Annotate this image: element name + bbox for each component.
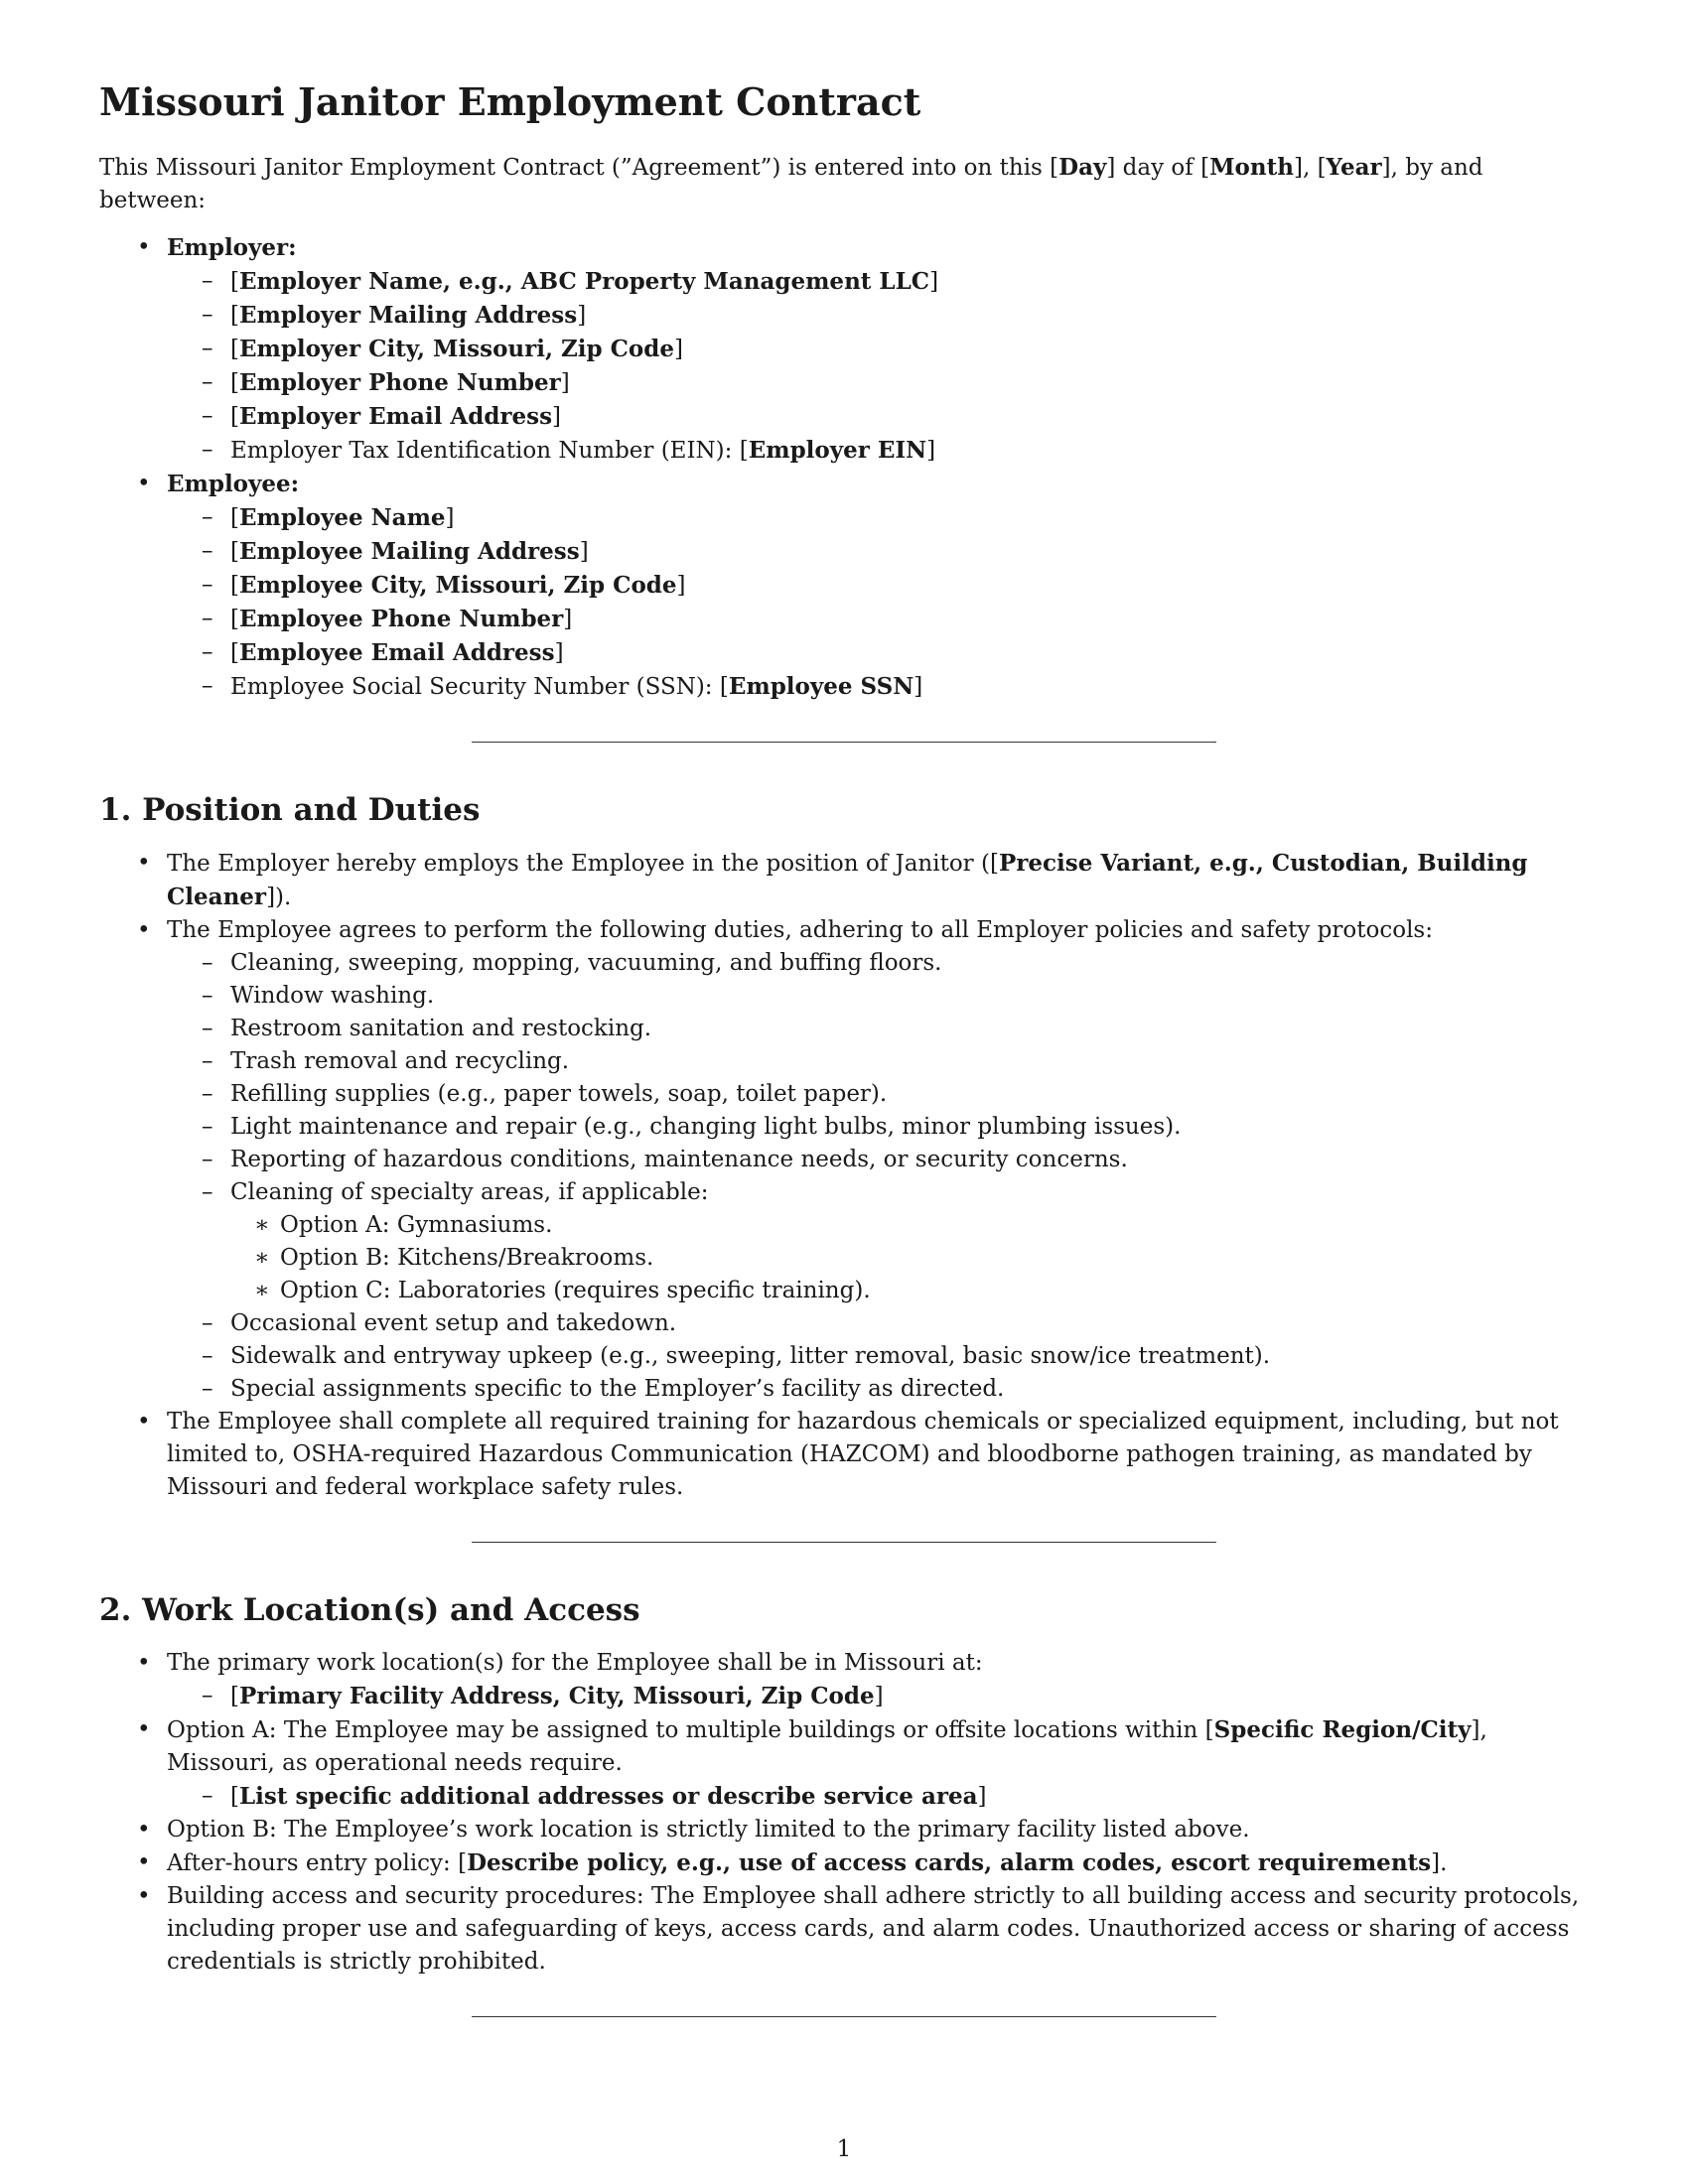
employee-details xyxy=(99,501,1589,704)
list-item: – [Employee Mailing Address] xyxy=(167,535,1589,569)
employer-city-placeholder: Employer City, Missouri, Zip Code xyxy=(238,335,674,362)
employer-mailing-placeholder: Employer Mailing Address xyxy=(238,301,578,329)
duty-item: – Occasional event setup and takedown. xyxy=(167,1307,1589,1340)
list-item: – [Employer Mailing Address] xyxy=(167,299,1589,333)
parties-list xyxy=(99,231,1589,704)
section-heading: 2. Work Location(s) and Access xyxy=(99,1591,640,1628)
ein-label: Employer Tax Identification Number (EIN): xyxy=(230,437,740,464)
duties-section-list xyxy=(99,847,1589,1504)
variant-placeholder: Precise Variant, e.g., Custodian, Building Cleaner xyxy=(167,849,1528,910)
duty-item: – Trash removal and recycling. xyxy=(167,1045,1589,1078)
location-section-list xyxy=(99,1647,1589,1979)
horizontal-divider xyxy=(472,742,1216,743)
list-item: • Building access and security procedures: The Employee shall adhere strictly to all building access and security protocols, including proper use and safeguarding of keys, access cards, and alarm codes. Unauthorized access or sharing of access credentials is strictly prohibited. xyxy=(99,1880,1589,1979)
employee-city-placeholder: Employee City, Missouri, Zip Code xyxy=(238,571,677,599)
document-title: Missouri Janitor Employment Contract xyxy=(99,79,921,124)
service-area-placeholder: List specific additional addresses or describe service area xyxy=(238,1782,978,1810)
policy-placeholder: Describe policy, e.g., use of access cards, alarm codes, escort requirements xyxy=(467,1848,1432,1876)
employee-label: Employee: xyxy=(167,470,300,497)
option-item: ∗ Option C: Laboratories (requires specific training). xyxy=(230,1275,1589,1307)
employee-email-placeholder: Employee Email Address xyxy=(238,638,555,666)
paragraph-text: The primary work location(s) for the Employee shall be in Missouri at: xyxy=(167,1649,983,1676)
day-placeholder: Day xyxy=(1058,153,1107,181)
employee-ssn-placeholder: Employee SSN xyxy=(728,672,914,700)
facility-address-placeholder: Primary Facility Address, City, Missouri, Zip Code xyxy=(238,1682,875,1709)
employer-ein-placeholder: Employer EIN xyxy=(748,436,927,464)
duty-item: – Light maintenance and repair (e.g., changing light bulbs, minor plumbing issues). xyxy=(167,1111,1589,1144)
list-item: • The Employer hereby employs the Employee in the position of Janitor ([Precise Variant, e.g., Custodian, Building Cleaner]). xyxy=(99,847,1589,914)
year-placeholder: Year xyxy=(1326,153,1382,181)
sub-list xyxy=(99,1780,1589,1814)
paragraph-text: The Employee agrees to perform the following duties, adhering to all Employer policies and safety protocols: xyxy=(167,916,1433,943)
list-item xyxy=(99,914,1589,1406)
duty-item: – Sidewalk and entryway upkeep (e.g., sweeping, litter removal, basic snow/ice treatment). xyxy=(167,1340,1589,1373)
employer-label: Employer: xyxy=(167,233,297,261)
employer-phone-placeholder: Employer Phone Number xyxy=(238,368,561,396)
duty-item xyxy=(167,1176,1589,1307)
employee-item xyxy=(99,468,1589,704)
list-item: – Employer Tax Identification Number (EIN): [Employer EIN] xyxy=(167,434,1589,468)
list-item: • After-hours entry policy: [Describe policy, e.g., use of access cards, alarm codes, escort requirements]. xyxy=(99,1846,1589,1880)
paragraph-text: The Employer hereby employs the Employee in the position of Janitor ( xyxy=(167,850,990,877)
duty-item: – Window washing. xyxy=(167,980,1589,1013)
duty-item: – Refilling supplies (e.g., paper towels, soap, toilet paper). xyxy=(167,1078,1589,1111)
employee-mailing-placeholder: Employee Mailing Address xyxy=(238,537,580,565)
duty-item: – Reporting of hazardous conditions, maintenance needs, or security concerns. xyxy=(167,1144,1589,1176)
section-heading: 1. Position and Duties xyxy=(99,791,481,828)
employer-item xyxy=(99,231,1589,468)
employer-email-placeholder: Employer Email Address xyxy=(238,402,553,430)
employee-name-placeholder: Employee Name xyxy=(238,503,446,531)
intro-text: This Missouri Janitor Employment Contract (”Agreement”) is entered into on this xyxy=(99,154,1051,181)
list-item: – [List specific additional addresses or describe service area] xyxy=(167,1780,1589,1814)
section-position-duties xyxy=(99,792,1589,1504)
list-item: – [Employee Name] xyxy=(167,501,1589,535)
intro-text: , xyxy=(1302,154,1318,181)
page-number: 1 xyxy=(836,2136,852,2162)
section-work-location xyxy=(99,1592,1589,1979)
document-page xyxy=(99,79,1589,2017)
sub-list xyxy=(99,1680,1589,1713)
intro-paragraph: This Missouri Janitor Employment Contract (”Agreement”) is entered into on this [Day] day of [Month], [Year], by and between: xyxy=(99,153,1483,213)
option-item: ∗ Option B: Kitchens/Breakrooms. xyxy=(230,1242,1589,1275)
option-item: ∗ Option A: Gymnasiums. xyxy=(230,1209,1589,1242)
list-item: – [Employee City, Missouri, Zip Code] xyxy=(167,569,1589,603)
employee-phone-placeholder: Employee Phone Number xyxy=(238,605,564,632)
paragraph-text: After-hours entry policy: xyxy=(167,1849,459,1876)
duty-item: – Cleaning, sweeping, mopping, vacuuming, and buffing floors. xyxy=(167,947,1589,980)
list-item: – [Employer Email Address] xyxy=(167,400,1589,434)
intro-text: , by and between: xyxy=(99,154,1483,213)
list-item: • Option B: The Employee’s work location is strictly limited to the primary facility listed above. xyxy=(99,1814,1589,1846)
paragraph-text: ). xyxy=(275,884,292,910)
specialty-options-list xyxy=(230,1209,1589,1307)
list-item: • Option A: The Employee may be assigned to multiple buildings or offsite locations within [Specific Region/City], Missouri, as operational needs require. – [List specific additional addresses or describe service area] xyxy=(99,1713,1589,1814)
duties-list xyxy=(99,947,1589,1406)
duty-item: – Restroom sanitation and restocking. xyxy=(167,1013,1589,1045)
employer-name-placeholder: Employer Name, e.g., ABC Property Management LLC xyxy=(238,267,930,295)
paragraph-text: . xyxy=(1440,1849,1448,1876)
horizontal-divider xyxy=(472,1542,1216,1543)
employer-details xyxy=(99,265,1589,468)
paragraph-text: , Missouri, as operational needs require. xyxy=(167,1716,1487,1776)
duty-text: Cleaning of specialty areas, if applicable: xyxy=(230,1178,709,1205)
list-item: – [Employee Email Address] xyxy=(167,636,1589,670)
region-placeholder: Specific Region/City xyxy=(1213,1715,1472,1743)
list-item: – Employee Social Security Number (SSN): [Employee SSN] xyxy=(167,670,1589,704)
list-item: – [Employer City, Missouri, Zip Code] xyxy=(167,333,1589,366)
list-item: • The Employee shall complete all required training for hazardous chemicals or specialized equipment, including, but not limited to, OSHA-required Hazardous Communication (HAZCOM) and bloodborne pathogen training, as mandated by Missouri and federal workplace safety rules. xyxy=(99,1406,1589,1504)
list-item: – [Employer Name, e.g., ABC Property Management LLC] xyxy=(167,265,1589,299)
horizontal-divider xyxy=(472,2016,1216,2017)
list-item xyxy=(99,1647,1589,1713)
intro-text: day of xyxy=(1115,154,1201,181)
paragraph-text: Option A: The Employee may be assigned to multiple buildings or offsite locations within xyxy=(167,1716,1205,1743)
month-placeholder: Month xyxy=(1209,153,1294,181)
list-item: – [Primary Facility Address, City, Missouri, Zip Code] xyxy=(167,1680,1589,1713)
list-item: – [Employee Phone Number] xyxy=(167,603,1589,636)
ssn-label: Employee Social Security Number (SSN): xyxy=(230,673,720,700)
duty-item: – Special assignments specific to the Employer’s facility as directed. xyxy=(167,1373,1589,1406)
list-item: – [Employer Phone Number] xyxy=(167,366,1589,400)
